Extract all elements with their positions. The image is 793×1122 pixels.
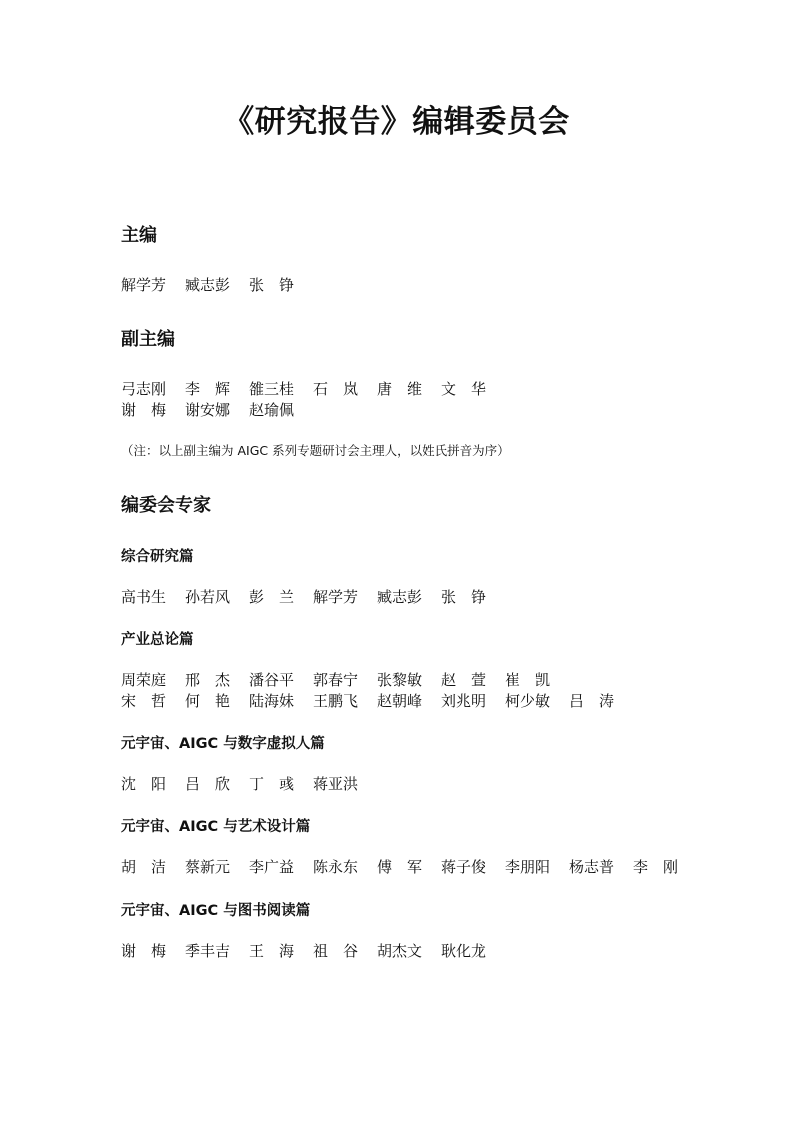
deputy-editor-name: 唐 维 [377,380,423,398]
chief-editor-heading: 主编 [121,225,157,246]
deputy-editor-name: 文 华 [441,380,487,398]
section-title: 元宇宙、AIGC 与艺术设计篇 [121,819,311,835]
expert-name: 宋 哲 [121,692,167,710]
section-title: 元宇宙、AIGC 与数字虚拟人篇 [121,736,325,752]
section-names-row [121,856,678,877]
expert-name: 彭 兰 [249,588,295,606]
deputy-editor-name: 石 岚 [313,380,359,398]
expert-name: 耿化龙 [441,942,487,960]
section-names-row [121,773,377,794]
expert-name: 赵 萱 [441,671,487,689]
expert-name: 祖 谷 [313,942,359,960]
expert-name: 蒋亚洪 [313,775,359,793]
expert-name: 赵朝峰 [377,692,423,710]
expert-name: 胡 洁 [121,858,167,876]
expert-name: 季丰吉 [185,942,231,960]
expert-name: 陆海妹 [249,692,295,710]
expert-name: 吕 欣 [185,775,231,793]
expert-name: 崔 凯 [505,671,551,689]
expert-name: 张 铮 [441,588,487,606]
deputy-editor-name: 赵瑜佩 [249,401,295,419]
deputy-editor-name: 雒三桂 [249,380,295,398]
chief-editor-name: 张 铮 [249,276,295,294]
expert-name: 李朋阳 [505,858,551,876]
chief-editor-names [121,274,313,295]
expert-name: 何 艳 [185,692,231,710]
chief-editor-name: 臧志彭 [185,276,231,294]
expert-name: 丁 彧 [249,775,295,793]
chief-editor-name: 解学芳 [121,276,167,294]
expert-name: 蔡新元 [185,858,231,876]
expert-name: 王鹏飞 [313,692,359,710]
expert-name: 王 海 [249,942,295,960]
expert-name: 潘谷平 [249,671,295,689]
section-title: 产业总论篇 [121,632,194,648]
committee-heading: 编委会专家 [121,495,211,516]
expert-name: 杨志普 [569,858,615,876]
expert-name: 陈永东 [313,858,359,876]
page-title: 《研究报告》编辑委员会 [223,104,570,140]
expert-name: 解学芳 [313,588,359,606]
expert-name: 刘兆明 [441,692,487,710]
expert-name: 郭春宁 [313,671,359,689]
section-names-row [121,586,505,607]
expert-name: 张黎敏 [377,671,423,689]
expert-name: 吕 涛 [569,692,615,710]
section-names-row [121,690,633,711]
deputy-editor-name: 弓志刚 [121,380,167,398]
expert-name: 邢 杰 [185,671,231,689]
deputy-editor-note: （注：以上副主编为 AIGC 系列专题研讨会主理人，以姓氏拼音为序） [121,443,510,458]
expert-name: 李广益 [249,858,295,876]
expert-name: 高书生 [121,588,167,606]
deputy-editor-heading: 副主编 [121,329,175,350]
expert-name: 李 刚 [633,858,679,876]
expert-name: 孙若风 [185,588,231,606]
expert-name: 谢 梅 [121,942,167,960]
section-names-row [121,669,569,690]
deputy-editor-name: 谢 梅 [121,401,167,419]
expert-name: 柯少敏 [505,692,551,710]
deputy-editor-name: 李 辉 [185,380,231,398]
expert-name: 傅 军 [377,858,423,876]
deputy-editor-name: 谢安娜 [185,401,231,419]
expert-name: 臧志彭 [377,588,423,606]
expert-name: 胡杰文 [377,942,423,960]
deputy-editor-row-1 [121,378,505,399]
section-names-row [121,940,505,961]
expert-name: 沈 阳 [121,775,167,793]
deputy-editor-row-2 [121,399,313,420]
section-title: 综合研究篇 [121,549,194,565]
section-title: 元宇宙、AIGC 与图书阅读篇 [121,903,311,919]
expert-name: 周荣庭 [121,671,167,689]
expert-name: 蒋子俊 [441,858,487,876]
